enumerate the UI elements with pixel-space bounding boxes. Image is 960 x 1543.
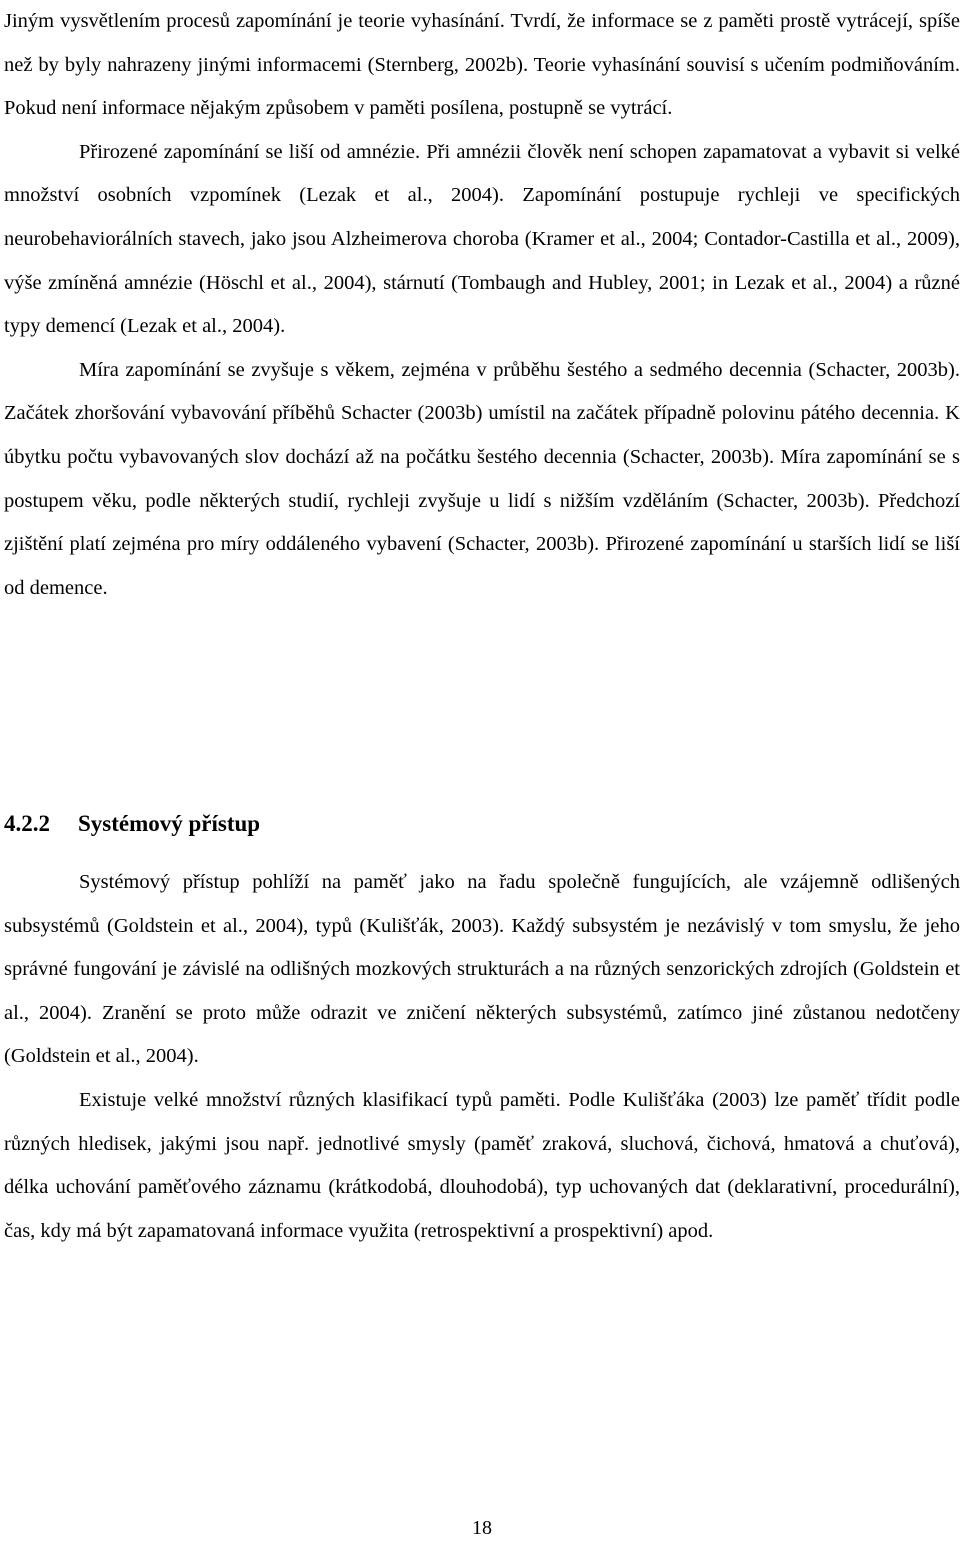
page-number: 18 [472, 1517, 492, 1539]
section-title: Systémový přístup [78, 811, 261, 836]
text-section-systems [4, 861, 960, 1253]
paragraph-memory-classification: Existuje velké množství různých klasifikací typů paměti. Podle Kulišťáka (2003) lze paměť třídit podle různých hledisek, jakými jsou např. jednotlivé smysly (paměť zraková, sluchová, čichová, hmatová a chuťová), délka uchování paměťového záznamu (krátkodobá, dlouhodobá), typ uchovaných dat (deklarativní, procedurální), čas, kdy má být zapamatovaná informace využita (retrospektivní a prospektivní) apod. [4, 1088, 960, 1242]
document-page [4, 0, 960, 1543]
paragraph-amnesia: Přirozené zapomínání se liší od amnézie. Při amnézii člověk není schopen zapamatovat a vybavit si velké množství osobních vzpomínek (Lezak et al., 2004). Zapomínání postupuje rychleji ve specifických neurobehaviorálních stavech, jako jsou Alzheimerova choroba (Kramer et al., 2004; Contador-Castilla et al., 2009), výše zmíněná amnézie (Höschl et al., 2004), stárnutí (Tombaugh and Hubley, 2001; in Lezak et al., 2004) a různé typy demencí (Lezak et al., 2004). [4, 140, 960, 338]
paragraph-decay-theory: Jiným vysvětlením procesů zapomínání je teorie vyhasínání. Tvrdí, že informace se z paměti prostě vytrácejí, spíše než by byly nahrazeny jinými informacemi (Sternberg, 2002b). Teorie vyhasínání souvisí s učením podmiňováním. Pokud není informace nějakým způsobem v paměti posílena, postupně se vytrácí. [4, 10, 960, 120]
paragraph-age-forgetting: Míra zapomínání se zvyšuje s věkem, zejména v průběhu šestého a sedmého decennia (Schacter, 2003b). Začátek zhoršování vybavování příběhů Schacter (2003b) umístil na začátek případně polovinu pátého decennia. K úbytku počtu vybavovaných slov dochází až na počátku šestého decennia (Schacter, 2003b). Míra zapomínání se s postupem věku, podle některých studií, rychleji zvyšuje u lidí s nižším vzděláním (Schacter, 2003b). Předchozí zjištění platí zejména pro míry oddáleného vybavení (Schacter, 2003b). Přirozené zapomínání u starších lidí se liší od demence. [4, 358, 960, 599]
section-heading [4, 802, 260, 846]
text-section-forgetting [4, 0, 960, 610]
paragraph-systems-approach: Systémový přístup pohlíží na paměť jako na řadu společně fungujících, ale vzájemně odlišených subsystémů (Goldstein et al., 2004), typů (Kulišťák, 2003). Každý subsystém je nezávislý v tom smyslu, že jeho správné fungování je závislé na odlišných mozkových strukturách a na různých senzorických zdrojích (Goldstein et al., 2004). Zranění se proto může odrazit ve zničení některých subsystémů, zatímco jiné zůstanou nedotčeny (Goldstein et al., 2004). [4, 871, 960, 1068]
section-number: 4.2.2 [4, 811, 50, 836]
